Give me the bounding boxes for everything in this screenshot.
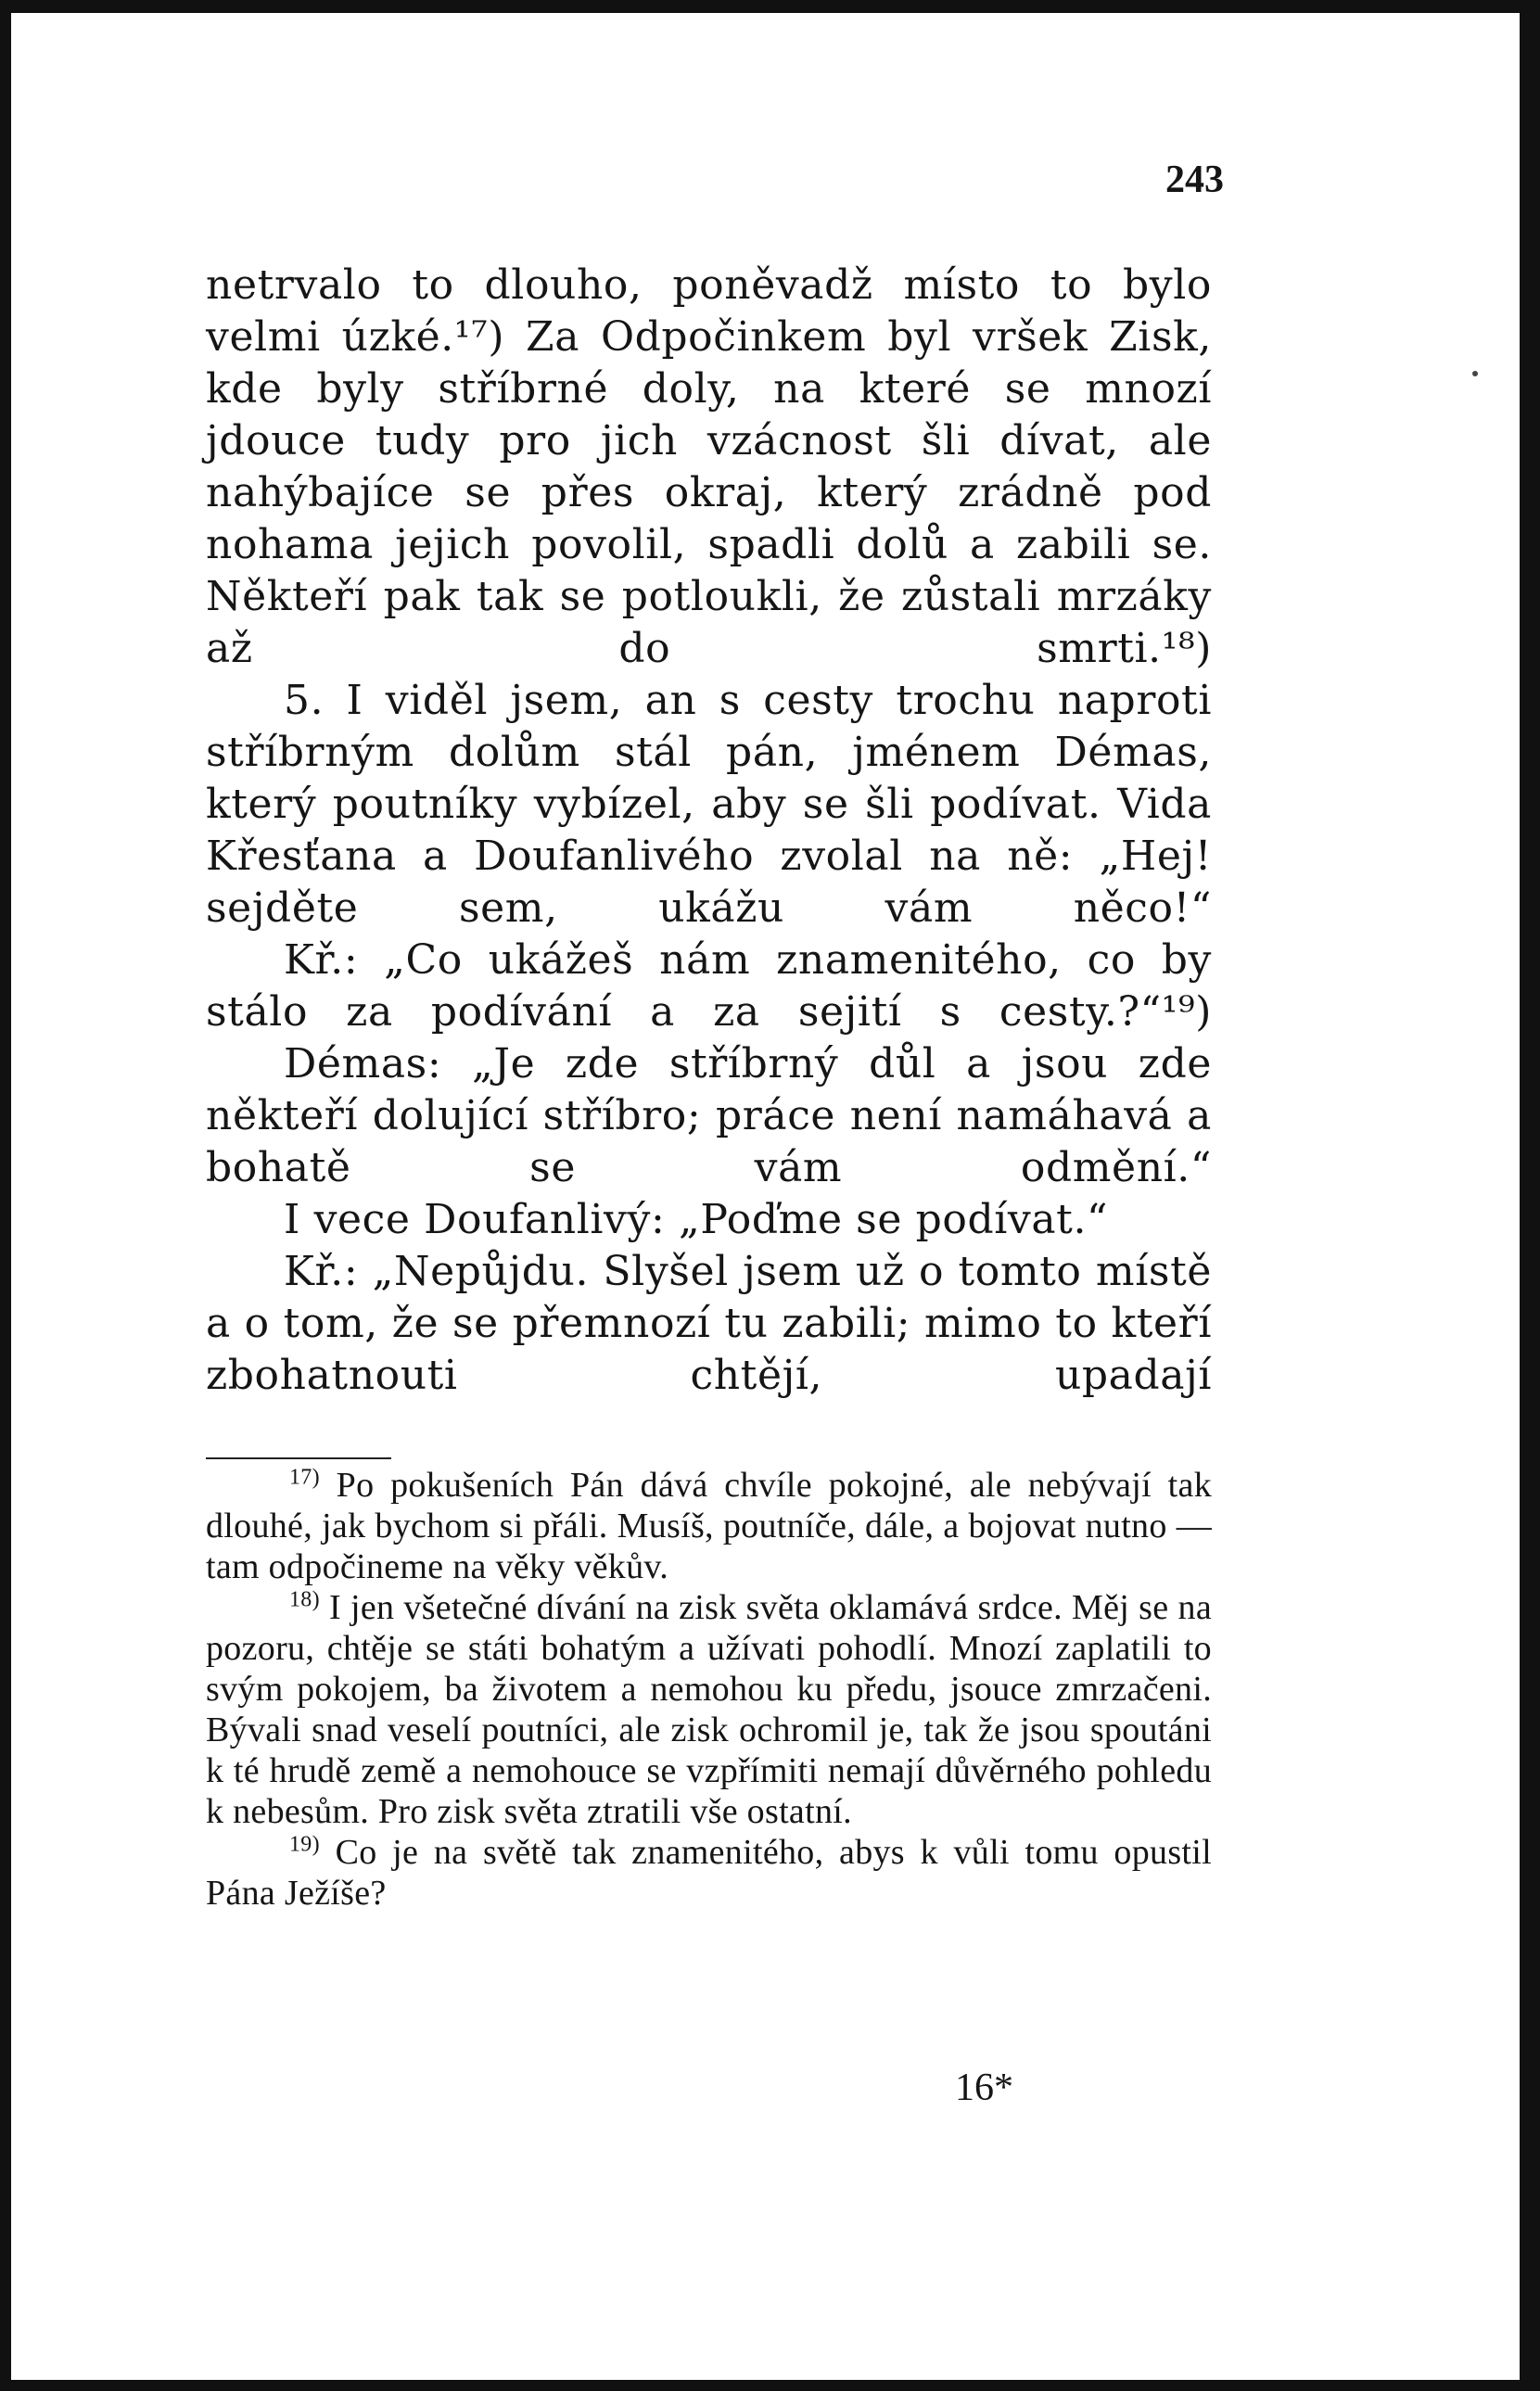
footnote-mark: 18) [289,1587,320,1612]
paragraph-2: 5. I viděl jsem, an s cesty trochu naproti stříbrným dolům stál pán, jménem Démas, který poutníky vybízel, aby se šli podívat. Vida Křesťana a Doufanlivého zvolal na ně: „Hej! sejděte sem, ukážu vám něco!“ [206,677,1212,932]
footnote-18 [206,1587,1212,1832]
footnote-text: I jen všetečné dívání na zisk světa oklamává srdce. Měj se na pozoru, chtěje se státi bohatým a užívati pohodlí. Mnozí zaplatili to svým pokojem, ba životem a nemohou ku předu, jsouce zmrzačeni. Bývali snad veselí poutníci, ale zisk ochromil je, tak že jsou spoutáni k té hrudě země a nemohouce se vzpřímiti nemají důvěrného pohledu k nebesům. Pro zisk světa ztratili vše ostatní. [206,1588,1212,1831]
footnote-mark: 19) [289,1832,320,1857]
footnote-divider [206,1457,391,1459]
scan-speck [1472,371,1478,376]
paragraph-4: Démas: „Je zde stříbrný důl a jsou zde někteří dolující stříbro; práce není namáhavá a bohatě se vám odmění.“ [206,1040,1212,1191]
footnotes [206,1465,1212,1914]
paragraph-5: I vece Doufanlivý: „Poďme se podívat.“ [284,1196,1109,1243]
footnote-19 [206,1832,1212,1914]
body-text [206,260,1212,1402]
paragraph-1: netrvalo to dlouho, poněvadž místo to bylo velmi úzké.¹⁷) Za Odpočinkem byl vršek Zisk, kde byly stříbrné doly, na které se mnozí jdouce tudy pro jich vzácnost šli dívat, ale nahýbajíce se přes okraj, který zrádně pod nohama jejich povolil, spadli dolů a zabili se. Někteří pak tak se potloukli, že zůstali mrzáky až do smrti.¹⁸) [206,261,1212,672]
page-number: 243 [1165,159,1224,201]
footnote-text: Po pokušeních Pán dává chvíle pokojné, ale nebývají tak dlouhé, jak bychom si přáli. Musíš, poutníče, dále, a bojovat nutno — tam odpočineme na věky věkův. [206,1466,1212,1586]
paragraph-3: Kř.: „Co ukážeš nám znamenitého, co by stálo za podívání a za sejití s cesty.?“¹⁹) [206,936,1212,1036]
footnote-text: Co je na světě tak znamenitého, abys k vůli tomu opustil Pána Ježíše? [206,1833,1212,1913]
paragraph-6: Kř.: „Nepůjdu. Slyšel jsem už o tomto místě a o tom, že se přemnozí tu zabili; mimo to kteří zbohatnouti chtějí, upadají [206,1248,1212,1399]
footnote-mark: 17) [289,1465,320,1490]
signature-mark: 16* [955,2067,1013,2109]
footnote-17 [206,1465,1212,1587]
